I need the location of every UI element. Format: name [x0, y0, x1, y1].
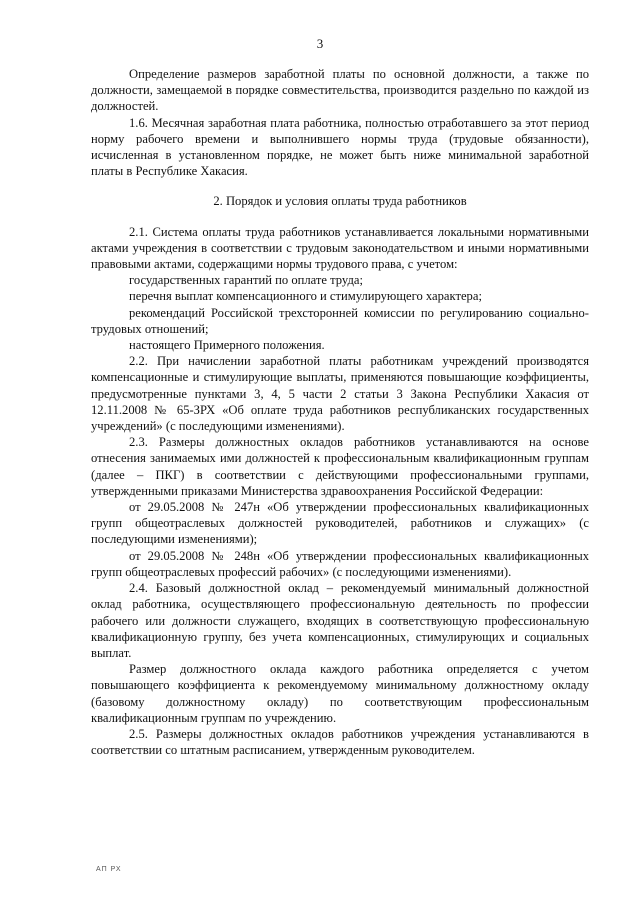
- order-248n: от 29.05.2008 № 248н «Об утверждении профессиональных квалификационных групп общеотраслевых профессий рабочих» (с последующими изменениями).: [91, 548, 589, 579]
- list-item-commission-recommendations: рекомендаций Российской трехсторонней комиссии по регулированию социально-трудовых отношений;: [91, 305, 589, 336]
- document-body: [91, 66, 589, 758]
- paragraph-2-2: 2.2. При начислении заработной платы работникам учреждений производятся компенсационные и стимулирующие выплаты, применяются повышающие коэффициенты, предусмотренные пунктами 3, 4, 5 части 2 статьи 3 Закона Республики Хакасия от 12.11.2008 № 65-ЗРХ «Об оплате труда работников республиканских государственных учреждений» (с последующими изменениями).: [91, 354, 589, 434]
- paragraph-2-4: 2.4. Базовый должностной оклад – рекомендуемый минимальный должностной оклад работника, осуществляющего профессиональную деятельность по профессии рабочего или должности служащего, входящих в соответствующую профессиональную квалификационную группу, без учета компенсационных, стимулирующих и социальных выплат.: [91, 581, 589, 660]
- footer-mark: АП РХ: [96, 866, 122, 873]
- section-heading-2: 2. Порядок и условия оплаты труда работников: [213, 194, 467, 209]
- paragraph-2-5: 2.5. Размеры должностных окладов работников учреждения устанавливаются в соответствии со штатным расписанием, утвержденным руководителем.: [91, 726, 589, 758]
- paragraph-1-6: 1.6. Месячная заработная плата работника, полностью отработавшего за этот период норму рабочего времени и выполнившего нормы труда (трудовые обязанности), исчисленная в установленном порядке, не может быть ниже минимальной заработной платы в Республике Хакасия.: [91, 115, 589, 179]
- paragraph-2-3: 2.3. Размеры должностных окладов работников устанавливаются на основе отнесения занимаемых ими должностей к профессиональным квалификационным группам (далее – ПКГ) в соответствии с действующими профессиональными группами, утвержденными приказами Министерства здравоохранения Российской Федерации:: [91, 435, 589, 498]
- list-item-guarantees: государственных гарантий по оплате труда;: [129, 273, 363, 288]
- paragraph-salary-size: Размер должностного оклада каждого работника определяется с учетом повышающего коэффициента к рекомендуемому минимальному должностному окладу (базовому должностному окладу) по соответствующим профессиональным квалификационным группам по учреждению.: [91, 662, 589, 725]
- paragraph-salary-calculation: Определение размеров заработной платы по основной должности, а также по должности, замещаемой в порядке совместительства, производится раздельно по каждой из должностей.: [91, 67, 589, 114]
- page-number: 3: [316, 36, 324, 51]
- list-item-payments-list: перечня выплат компенсационного и стимулирующего характера;: [129, 289, 482, 304]
- paragraph-2-1: 2.1. Система оплаты труда работников устанавливается локальными нормативными актами учреждения в соответствии с трудовым законодательством и иными нормативными правовыми актами, содержащими нормы трудового права, с учетом:: [91, 224, 589, 272]
- list-item-this-regulation: настоящего Примерного положения.: [129, 338, 325, 353]
- order-247n: от 29.05.2008 № 247н «Об утверждении профессиональных квалификационных групп общеотраслевых должностей руководителей, работников и служащих» (с последующими изменениями);: [91, 500, 589, 547]
